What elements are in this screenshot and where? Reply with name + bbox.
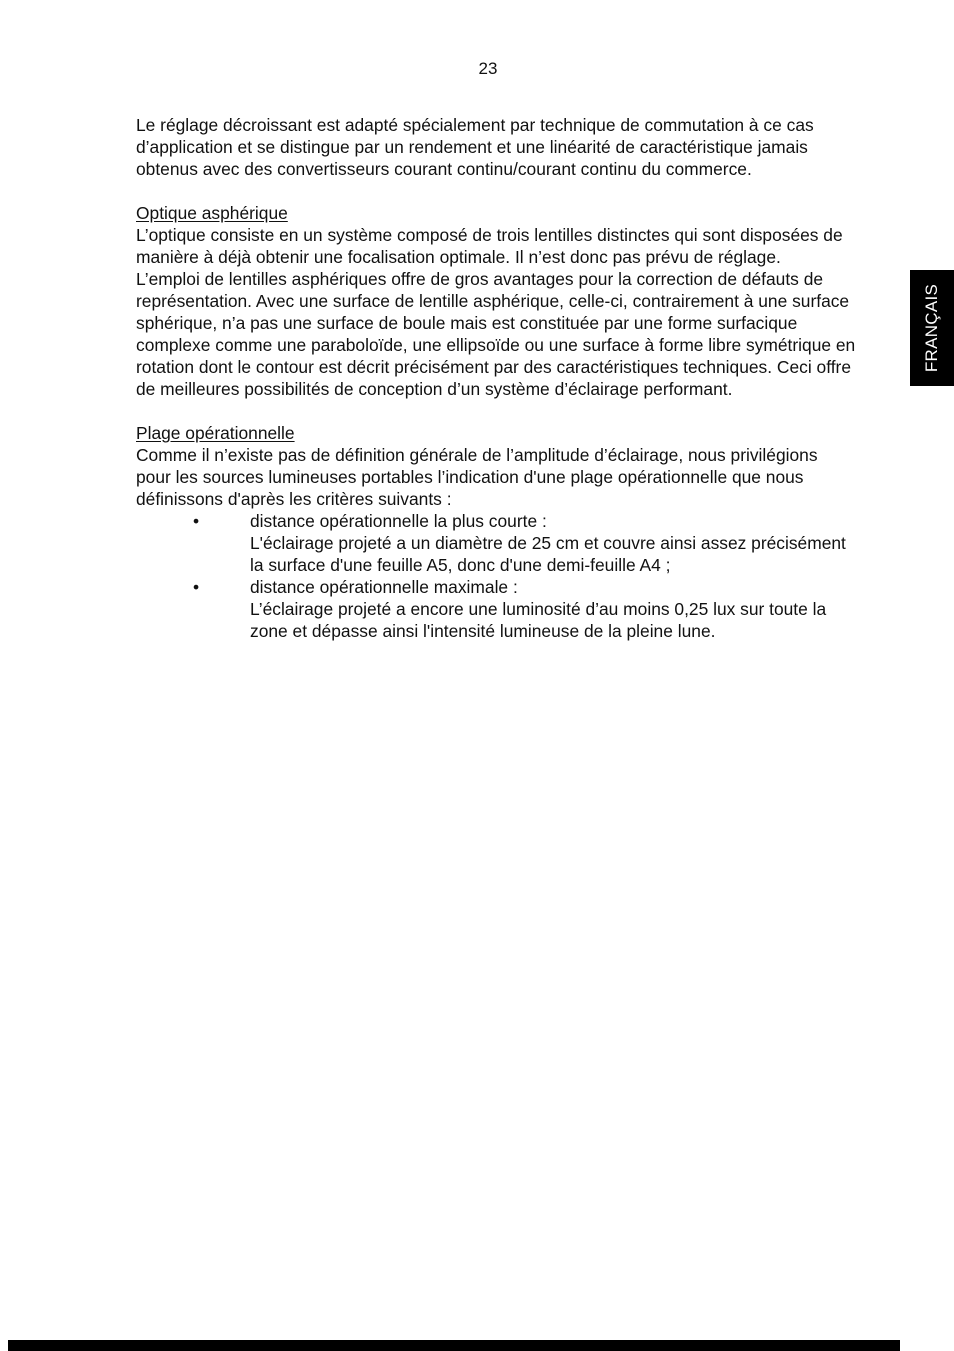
document-body [136, 114, 856, 642]
list-item-text: L’éclairage projeté a encore une luminosité d’au moins 0,25 lux sur toute la zone et dépasse ainsi l'intensité lumineuse de la pleine lune. [250, 599, 827, 641]
language-tab-label: FRANÇAIS [922, 283, 941, 373]
list-item-text: L'éclairage projeté a un diamètre de 25 cm et couvre ainsi assez précisément la surface d'une feuille A5, donc d'une demi-feuille A4 ; [250, 533, 846, 575]
optics-paragraph-1: L’optique consiste en un système composé de trois lentilles distinctes qui sont disposées de manière à déjà obtenir une focalisation optimale. Il n’est donc pas prévu de réglage. [136, 225, 843, 267]
optics-paragraph-2: L’emploi de lentilles asphériques offre de gros avantages pour la correction de défauts de représentation. Avec une surface de lentille asphérique, celle-ci, contrairement à une surface sphérique, n’a pas une surface de boule mais est constituée par une forme surfacique complexe comme une paraboloïde, une ellipsoïde ou une surface à forme libre symétrique en rotation dont le contour est décrit précisément par des caractéristiques techniques. Ceci offre de meilleures possibilités de conception d’un système d’éclairage performant. [136, 269, 856, 399]
paragraph-gap [136, 400, 856, 422]
page-number: 23 [478, 59, 498, 78]
footer-bar [8, 1340, 900, 1351]
criteria-list [136, 510, 856, 642]
bullet-icon: • [193, 577, 200, 597]
list-item [136, 510, 856, 576]
language-tab [910, 270, 954, 386]
paragraph-gap [136, 180, 856, 202]
section-heading-range: Plage opérationnelle [136, 423, 295, 443]
list-item-title: distance opérationnelle maximale : [250, 577, 518, 597]
list-item [136, 576, 856, 642]
range-paragraph-1: Comme il n’existe pas de définition générale de l’amplitude d’éclairage, nous privilégions pour les sources lumineuses portables l’indication d'une plage opérationnelle que nous définissons d'après les critères suivants : [136, 445, 818, 509]
list-item-title: distance opérationnelle la plus courte : [250, 511, 547, 531]
intro-paragraph: Le réglage décroissant est adapté spécialement par technique de commutation à ce cas d’application et se distingue par un rendement et une linéarité de caractéristique jamais obtenus avec des convertisseurs courant continu/courant continu du commerce. [136, 115, 814, 179]
section-heading-optics: Optique asphérique [136, 203, 288, 223]
bullet-icon: • [193, 511, 200, 531]
